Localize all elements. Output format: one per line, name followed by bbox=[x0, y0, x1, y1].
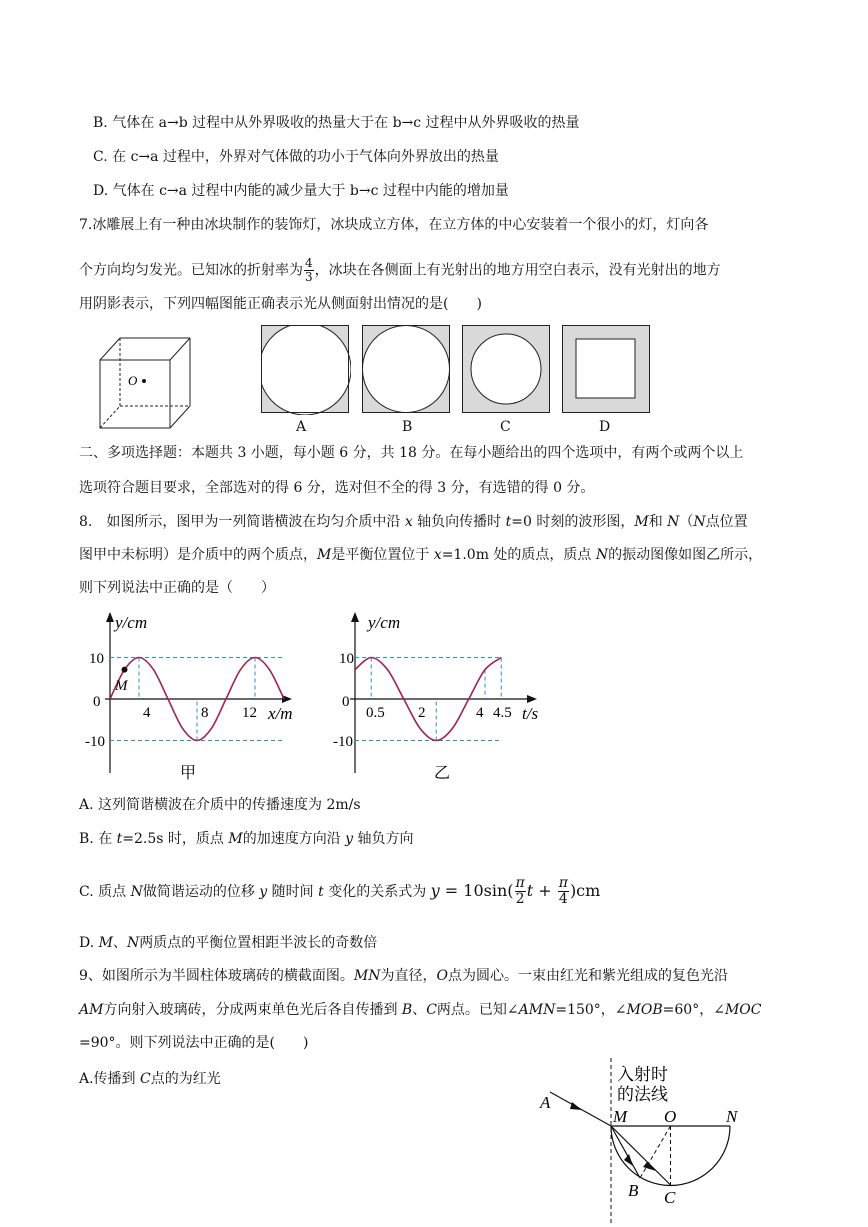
chart-jia-x-tick-4: 4 bbox=[143, 705, 151, 721]
q6-option-c: C. 在 c→a 过程中，外界对气体做的功小于气体向外界放出的热量 bbox=[93, 149, 499, 165]
option-d-label: D bbox=[599, 419, 611, 435]
chart-yi-x-tick-0-5: 0.5 bbox=[366, 705, 385, 721]
chart-yi-y-tick-10: 10 bbox=[339, 651, 354, 667]
option-a-label: A bbox=[296, 419, 307, 435]
chart-yi-y-tick-neg10: -10 bbox=[333, 734, 353, 750]
label-a: A bbox=[540, 1093, 551, 1112]
chart-yi-x-tick-4-5: 4.5 bbox=[493, 705, 512, 721]
q7-line-2: 个方向均匀发光。已知冰的折射率为 $\frac{4}{3}$ ，冰块在各侧面上有光射出的地方用空白表示，没有光射出的地方 bbox=[79, 256, 721, 284]
option-b-figure bbox=[362, 325, 452, 415]
normal-label-line-2: 的法线 bbox=[617, 1085, 668, 1104]
option-b-label: B bbox=[402, 419, 413, 435]
q9-line-2: AM方向射入玻璃砖，分成两束单色光后各自传播到 B、C两点。已知∠AMN=150°，∠MOB=60°，∠MOC bbox=[79, 1002, 762, 1018]
chart-jia-x-tick-12: 12 bbox=[242, 705, 257, 721]
chart-jia-x-unit: x/m bbox=[268, 704, 293, 723]
cube-figure bbox=[92, 330, 212, 430]
q8-line-2: 图甲中未标明）是介质中的两个质点，M是平衡位置位于 x=1.0m 处的质点，质点 N的振动图像如图乙所示， bbox=[79, 547, 763, 563]
q6-option-b: B. 气体在 a→b 过程中从外界吸收的热量大于在 b→c 过程中从外界吸收的热量 bbox=[93, 115, 580, 131]
chart-yi bbox=[330, 608, 560, 783]
label-m: M bbox=[613, 1107, 628, 1126]
chart-jia-y-tick-10: 10 bbox=[89, 651, 104, 667]
chart-yi-caption: 乙 bbox=[434, 765, 451, 782]
incident-arrow bbox=[570, 1102, 582, 1110]
chart-jia-point-m bbox=[122, 667, 128, 673]
label-c: C bbox=[664, 1188, 676, 1207]
chart-yi-x-tick-2: 2 bbox=[418, 705, 426, 721]
chart-yi-y-tick-0: 0 bbox=[342, 694, 350, 710]
section-2-line-1: 二、多项选择题：本题共 3 小题，每小题 6 分，共 18 分。在每小题给出的四个选项中，有两个或两个以上 bbox=[79, 445, 744, 461]
q8-option-d: D. M、N两质点的平衡位置相距半波长的奇数倍 bbox=[79, 935, 378, 951]
ray-mb bbox=[611, 1126, 640, 1178]
refractive-index-fraction: $\frac{4}{3}$ bbox=[305, 256, 313, 284]
q8-option-b: B. 在 t=2.5s 时，质点 M的加速度方向沿 y 轴负方向 bbox=[79, 831, 414, 847]
q8-line-3: 则下列说法中正确的是（ ） bbox=[79, 580, 275, 596]
cube-center-label: O bbox=[128, 373, 138, 388]
q9-line-1: 9、如图所示为半圆柱体玻璃砖的横截面图。MN为直径，O点为圆心。一束由红光和紫光组成的复色光沿 bbox=[79, 968, 728, 984]
option-a-figure bbox=[261, 325, 351, 415]
light-point bbox=[142, 379, 146, 383]
chart-yi-axes bbox=[350, 612, 537, 773]
q8-option-c: C. 质点 N做简谐运动的位移 y 随时间 t 变化的关系式为 y = 10sin( $\frac{\pi}{2}$ t + $\frac{\pi}{4}$ )cm bbox=[79, 875, 601, 907]
normal-label-line-1: 入射时 bbox=[617, 1065, 668, 1084]
q7-line-1: 7.冰雕展上有一种由冰块制作的装饰灯，冰块成立方体，在立方体的中心安装着一个很小的灯，灯向各 bbox=[79, 217, 709, 233]
q9-line-3: =90°。则下列说法中正确的是( ) bbox=[79, 1035, 309, 1051]
chart-jia-y-unit: y/cm bbox=[115, 613, 148, 632]
chart-yi-x-tick-4: 4 bbox=[476, 705, 484, 721]
section-2-line-2: 选项符合题目要求，全部选对的得 6 分，选对但不全的得 3 分，有选错的得 0 分。 bbox=[79, 480, 595, 496]
option-d-figure bbox=[562, 325, 652, 415]
chart-jia-axes bbox=[105, 612, 292, 773]
option-c-figure bbox=[462, 325, 552, 415]
q9-semicircle-figure bbox=[530, 1058, 760, 1223]
q8-option-a: A. 这列简谐横波在介质中的传播速度为 2m/s bbox=[79, 797, 361, 813]
q8-formula: y = 10sin( $\frac{\pi}{2}$ t + $\frac{\pi}{4}$ )cm bbox=[430, 875, 601, 907]
chart-jia-caption: 甲 bbox=[180, 765, 197, 782]
chart-jia-y-tick-0: 0 bbox=[93, 694, 101, 710]
label-b: B bbox=[628, 1181, 639, 1200]
q8-line-1: 8. 如图所示，图甲为一列简谐横波在均匀介质中沿 x 轴负向传播时 t=0 时刻的波形图，M和 N（N点位置 bbox=[79, 514, 748, 530]
chart-yi-y-unit: y/cm bbox=[368, 613, 401, 632]
label-o: O bbox=[664, 1107, 677, 1126]
chart-jia-x-tick-8: 8 bbox=[201, 705, 209, 721]
chart-jia bbox=[85, 608, 315, 783]
chart-yi-x-unit: t/s bbox=[522, 704, 539, 723]
q6-option-d: D. 气体在 c→a 过程中内能的减少量大于 b→c 过程中内能的增加量 bbox=[93, 183, 509, 199]
q7-line-3: 用阴影表示，下列四幅图能正确表示光从侧面射出情况的是( ) bbox=[79, 296, 482, 312]
chart-jia-point-m-label: M bbox=[115, 678, 128, 694]
q9-option-a: A.传播到 C点的为红光 bbox=[79, 1071, 221, 1087]
option-c-label: C bbox=[500, 419, 511, 435]
label-n: N bbox=[726, 1107, 738, 1126]
chart-jia-y-tick-neg10: -10 bbox=[85, 734, 105, 750]
